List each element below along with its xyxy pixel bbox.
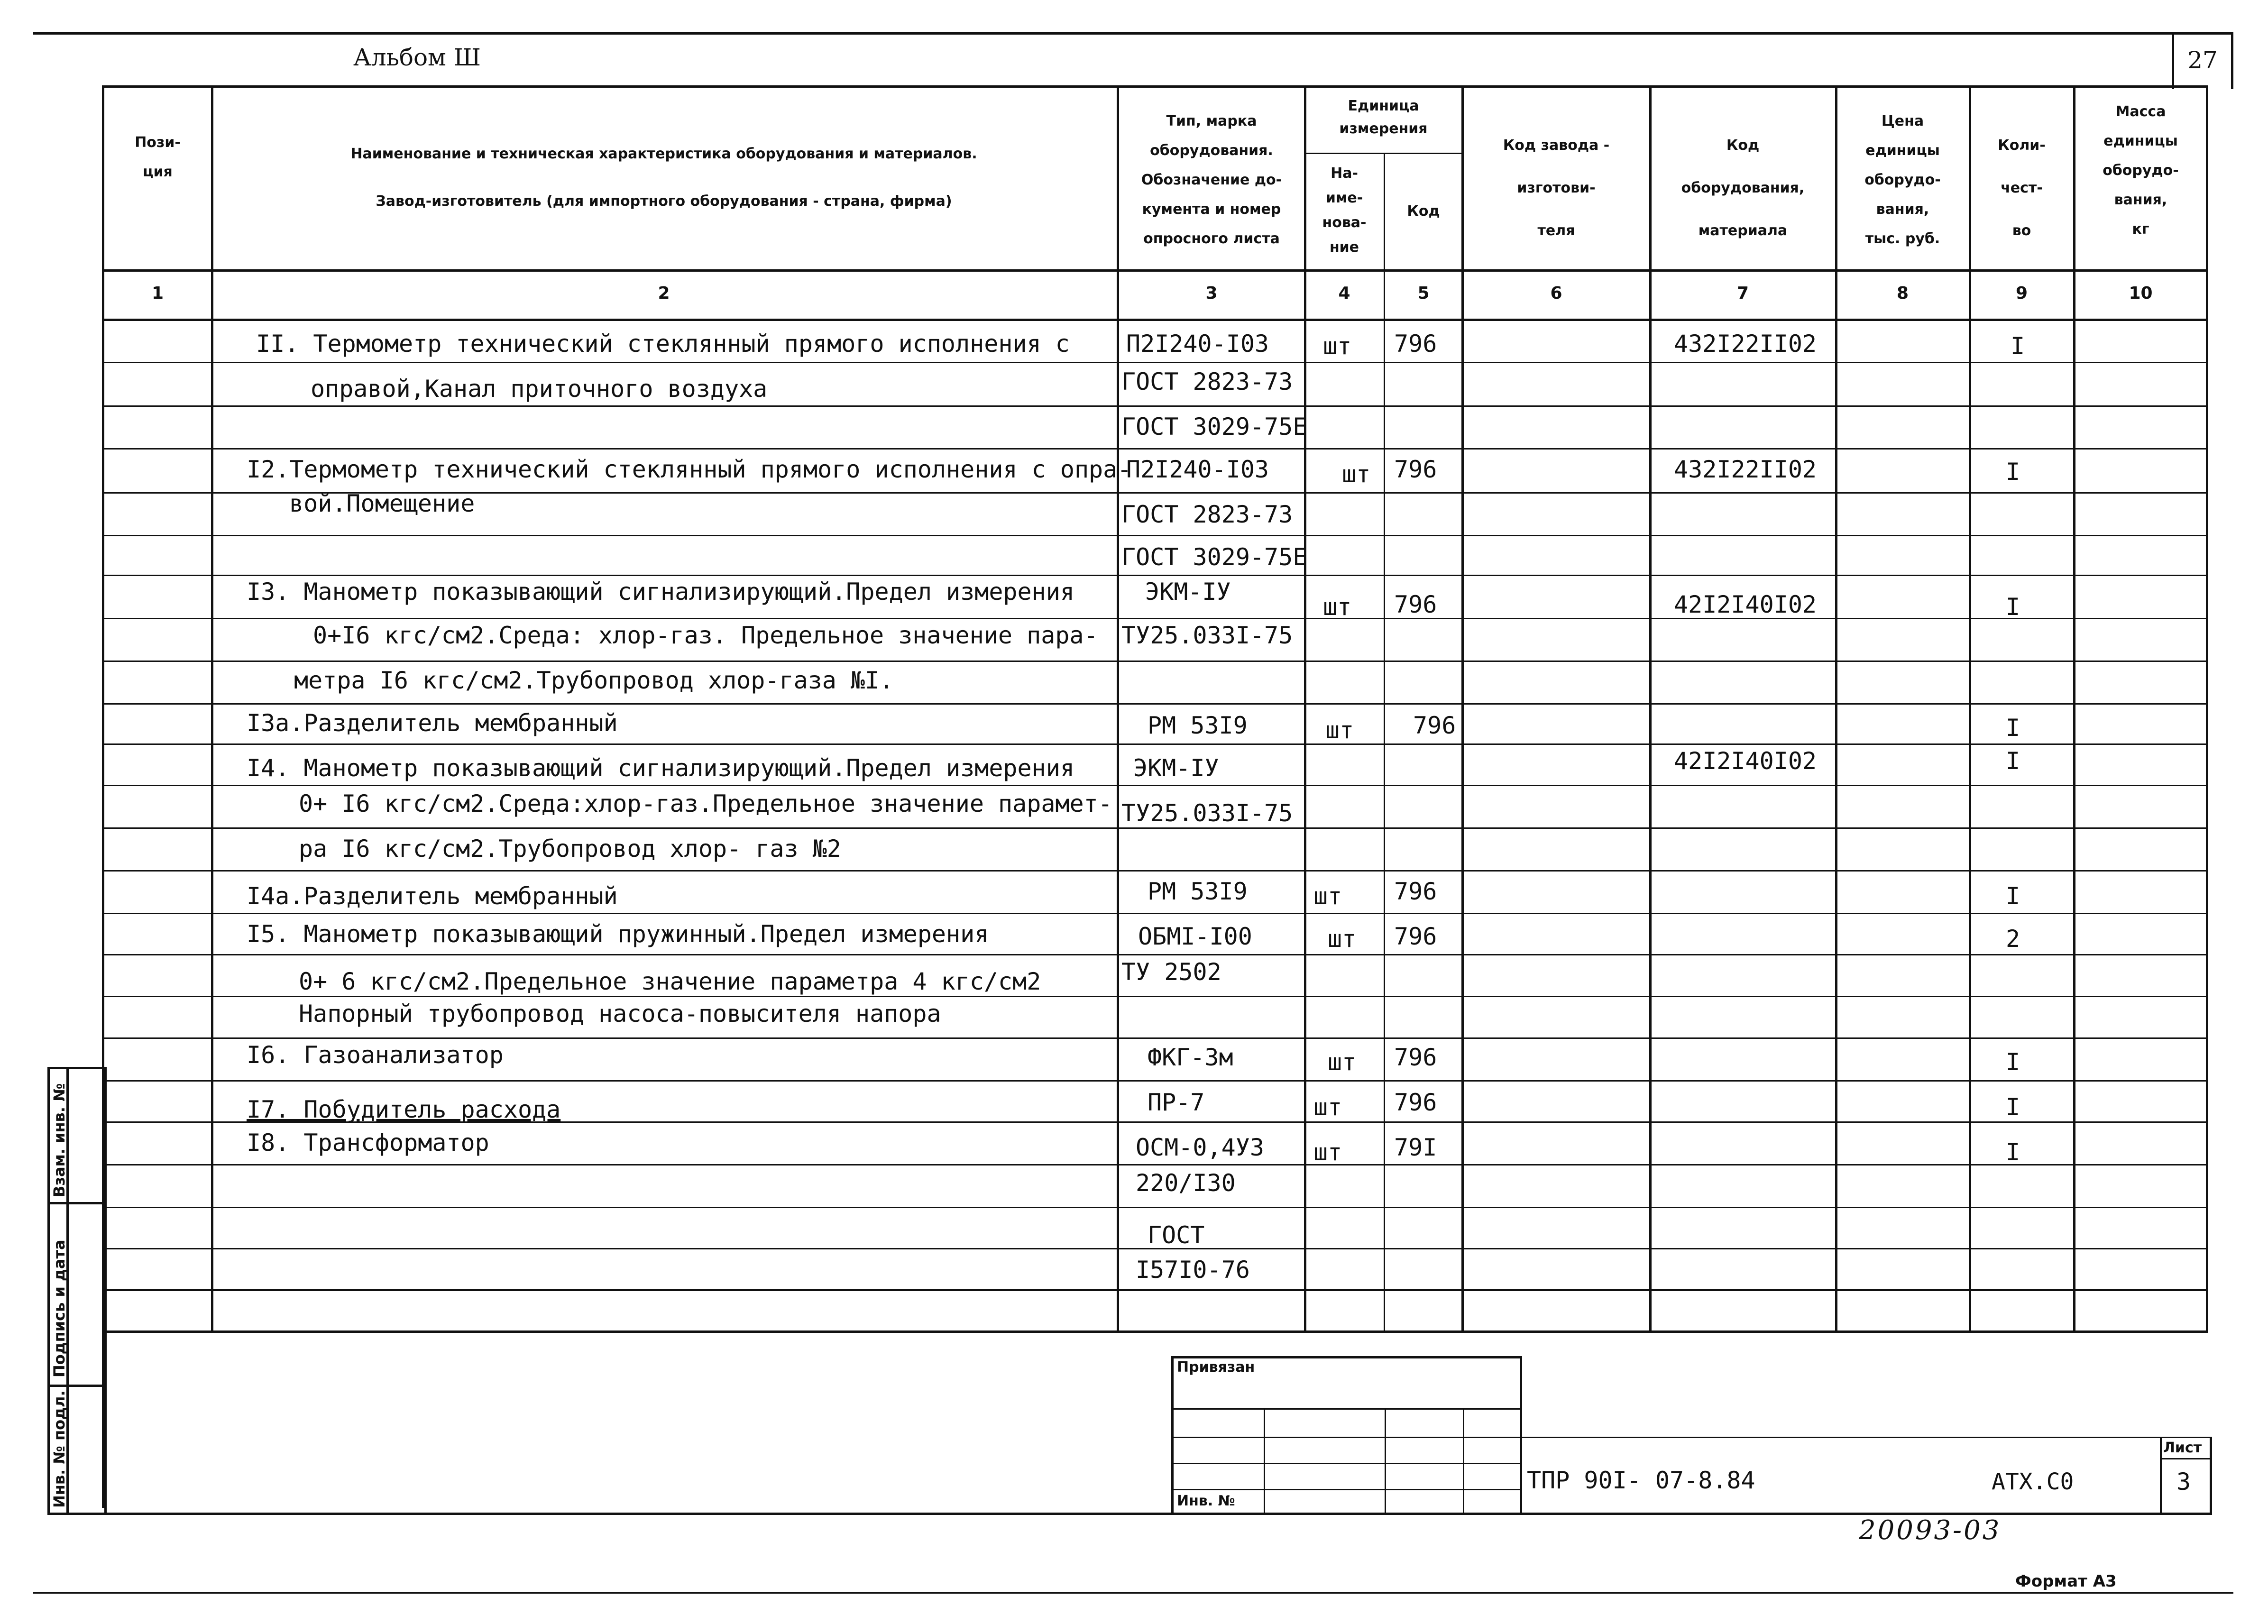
item-name: 0+ 6 кгс/см2.Предельное значение параметра 4 кгс/см2	[299, 968, 1041, 995]
column-number: 4	[1338, 284, 1350, 303]
header-text: материала	[1698, 222, 1788, 239]
header-text: нова-	[1322, 214, 1367, 231]
item-equip-code: 42I2I40I02	[1674, 591, 1817, 618]
item-type: ГОСТ 3029-75Е	[1121, 543, 1307, 571]
item-unit: шт	[1342, 460, 1371, 488]
album-title: Альбом Ш	[353, 44, 481, 71]
header-text: оборудо-	[2103, 162, 2179, 179]
item-unit: шт	[1323, 332, 1352, 360]
stamp-mark: АТХ.С0	[1992, 1468, 2074, 1495]
item-type: ГОСТ 2823-73	[1121, 501, 1293, 528]
header-text: Обозначение до-	[1141, 172, 1282, 188]
header-text: ние	[1329, 239, 1359, 256]
format-label: Формат А3	[2015, 1572, 2117, 1591]
header-text: оборудования,	[1681, 180, 1805, 196]
header-price	[1837, 107, 1968, 254]
item-unit: шт	[1325, 716, 1354, 744]
item-type: ЭКМ-IУ	[1133, 754, 1219, 782]
column-number: 5	[1417, 284, 1430, 303]
item-type: П2I240-I03	[1126, 330, 1269, 358]
header-text: единицы	[2103, 133, 2178, 149]
item-code: 796	[1394, 1044, 1437, 1071]
item-code: 796	[1394, 923, 1437, 950]
header-text: единицы	[1865, 142, 1940, 159]
header-unit-name	[1306, 161, 1382, 260]
item-qty: I	[2006, 747, 2020, 775]
item-unit: шт	[1328, 1048, 1357, 1076]
header-text: Наименование и техническая характеристика оборудования и материалов.	[350, 146, 977, 162]
item-type: I57I0-76	[1136, 1256, 1250, 1284]
header-name	[213, 130, 1114, 225]
item-unit: шт	[1328, 925, 1357, 953]
item-unit: шт	[1313, 882, 1342, 910]
sidebar-inv: Инв. № подл.	[50, 1390, 68, 1508]
header-text: вания,	[2114, 192, 2167, 208]
handwritten-number: 20093-03	[1859, 1515, 2002, 1546]
header-unit	[1306, 95, 1460, 140]
item-name: I4. Манометр показывающий сигнализирующий.Предел измерения	[247, 754, 1074, 782]
column-number: 8	[1896, 284, 1909, 303]
header-text: име-	[1325, 190, 1363, 206]
item-code: 796	[1394, 591, 1437, 618]
item-name: I2.Термометр технический стеклянный прямого исполнения с опра-	[247, 456, 1132, 483]
header-text: Единица	[1348, 98, 1419, 114]
item-name: метра I6 кгс/см2.Трубопровод хлор-газа №I.	[294, 667, 894, 694]
header-text: Пози-	[135, 134, 181, 151]
item-name: 0+ I6 кгс/см2.Среда:хлор-газ.Предельное значение парамет-	[299, 790, 1112, 817]
item-name: 0+I6 кгс/см2.Среда: хлор-газ. Предельное значение пара-	[313, 622, 1098, 649]
item-unit: шт	[1313, 1138, 1342, 1166]
header-text: изготови-	[1517, 180, 1596, 196]
item-type: ТУ25.033I-75	[1121, 622, 1293, 649]
item-name: Напорный трубопровод насоса-повысителя напора	[299, 1000, 941, 1028]
column-number: 1	[151, 284, 164, 303]
header-text: кумента и номер	[1142, 201, 1281, 218]
item-unit: шт	[1323, 593, 1352, 621]
item-name: ра I6 кгс/см2.Трубопровод хлор- газ №2	[299, 835, 841, 862]
header-text: опросного листа	[1143, 230, 1280, 247]
item-type: РМ 53I9	[1148, 712, 1248, 739]
item-type: ГОСТ	[1148, 1221, 1205, 1249]
column-number: 10	[2129, 284, 2153, 303]
header-position	[104, 128, 211, 187]
item-type: ОБМI-I00	[1138, 923, 1252, 950]
stamp-sheet-number: 3	[2176, 1468, 2191, 1496]
item-type: ФКГ-3м	[1148, 1044, 1233, 1071]
item-name: вой.Помещение	[289, 490, 475, 517]
column-number: 7	[1736, 284, 1749, 303]
sidebar-podpis: Подпись и дата	[50, 1239, 68, 1377]
header-text: На-	[1331, 165, 1358, 182]
item-type: ОСМ-0,4УЗ	[1136, 1134, 1264, 1161]
item-type: ГОСТ 2823-73	[1121, 368, 1293, 395]
header-factory-code	[1464, 124, 1649, 252]
item-qty: I	[2006, 1138, 2020, 1166]
header-text: оборудования.	[1150, 142, 1273, 159]
item-qty: I	[2006, 458, 2020, 486]
header-text: Масса	[2115, 103, 2166, 120]
item-name: I3. Манометр показывающий сигнализирующий.Предел измерения	[247, 578, 1074, 606]
item-name: I7. Побудитель расхода	[247, 1096, 561, 1123]
item-type: ЭКМ-IУ	[1145, 578, 1231, 606]
header-text: теля	[1537, 222, 1575, 239]
column-number: 3	[1205, 284, 1218, 303]
header-unit-code: Код	[1407, 203, 1440, 220]
item-code: 796	[1394, 1089, 1437, 1116]
column-number: 2	[658, 284, 670, 303]
item-code: 79I	[1394, 1134, 1437, 1161]
header-mass	[2075, 97, 2206, 244]
item-code: 796	[1394, 456, 1437, 483]
header-quantity	[1971, 124, 2072, 252]
header-equip-code	[1652, 124, 1834, 252]
item-type: П2I240-I03	[1126, 456, 1269, 483]
item-type: ТУ25.033I-75	[1121, 799, 1293, 827]
item-qty: I	[2006, 714, 2020, 742]
stamp-privyazan: Привязан	[1177, 1359, 1255, 1376]
item-unit: шт	[1313, 1093, 1342, 1121]
item-name: II. Термометр технический стеклянный прямого исполнения с	[256, 330, 1070, 358]
page-number: 27	[2187, 46, 2218, 74]
header-text: вания,	[1876, 201, 1929, 218]
stamp-sheet-label: Лист	[2163, 1440, 2202, 1456]
item-qty: I	[2011, 332, 2025, 360]
item-qty: I	[2006, 1093, 2020, 1121]
item-type: ГОСТ 3029-75Е	[1121, 413, 1307, 440]
sidebar-vzam: Взам. инв. №	[50, 1083, 68, 1197]
item-qty: I	[2006, 1048, 2020, 1076]
column-number: 9	[2015, 284, 2028, 303]
item-code: 796	[1394, 330, 1437, 358]
header-text: Код	[1726, 137, 1760, 154]
item-qty: 2	[2006, 925, 2020, 953]
item-name: оправой,Канал приточного воздуха	[311, 375, 768, 403]
item-code: 796	[1394, 878, 1437, 905]
column-number: 6	[1550, 284, 1562, 303]
item-code: 796	[1413, 712, 1456, 739]
header-text: Код завода -	[1503, 137, 1610, 154]
header-text: Коли-	[1998, 137, 2046, 154]
stamp-inv-no: Инв. №	[1177, 1493, 1235, 1509]
item-name: I5. Манометр показывающий пружинный.Предел измерения	[247, 920, 989, 948]
header-text: чест-	[2001, 180, 2043, 196]
header-text: ция	[143, 164, 173, 180]
header-text: Тип, марка	[1166, 113, 1257, 129]
header-text: оборудо-	[1864, 172, 1941, 188]
header-text: измерения	[1339, 120, 1428, 137]
item-qty: I	[2006, 593, 2020, 621]
item-type: 220/I30	[1136, 1169, 1236, 1197]
item-equip-code: 432I22II02	[1674, 456, 1817, 483]
item-type: РМ 53I9	[1148, 878, 1248, 905]
header-text: Завод-изготовитель (для импортного оборудования - страна, фирма)	[376, 193, 952, 210]
item-name: I4а.Разделитель мембранный	[247, 882, 618, 910]
item-type: ПР-7	[1148, 1089, 1205, 1116]
header-text: тыс. руб.	[1865, 230, 1940, 247]
item-type: ТУ 2502	[1121, 958, 1221, 986]
stamp-doc-code: ТПР 90I- 07-8.84	[1527, 1467, 1755, 1494]
item-equip-code: 432I22II02	[1674, 330, 1817, 358]
item-name: I8. Трансформатор	[247, 1129, 489, 1156]
item-name: I3а.Разделитель мембранный	[247, 709, 618, 737]
item-equip-code: 42I2I40I02	[1674, 747, 1817, 775]
item-name: I6. Газоанализатор	[247, 1041, 504, 1069]
header-text: Цена	[1881, 113, 1924, 129]
header-text: кг	[2132, 221, 2149, 238]
header-text: во	[2012, 222, 2031, 239]
header-type	[1119, 107, 1304, 254]
item-qty: I	[2006, 882, 2020, 910]
